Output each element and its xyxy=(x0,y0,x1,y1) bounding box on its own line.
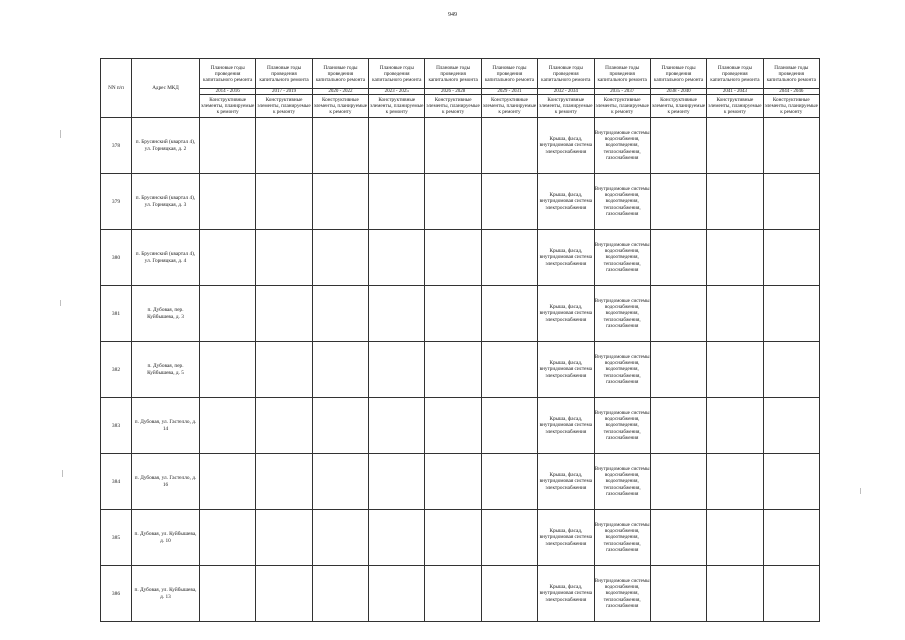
header-period-label: Плановые годы проведения капитального ремонта xyxy=(200,59,256,89)
works-2035-2037: Внутридомовые системы водоснабжения, водоотведения, теплоснабжения, газоснабжения xyxy=(594,230,650,286)
empty-cell xyxy=(312,342,368,398)
table-row xyxy=(101,230,820,286)
row-number: 381 xyxy=(101,286,132,342)
empty-cell xyxy=(369,342,425,398)
empty-cell xyxy=(650,510,706,566)
header-period-label: Плановые годы проведения капитального ремонта xyxy=(425,59,481,89)
works-2032-2034: Крыша, фасад, внутридомовая система электроснабжения xyxy=(538,230,594,286)
header-period-label: Плановые годы проведения капитального ремонта xyxy=(707,59,763,89)
empty-cell xyxy=(369,398,425,454)
header-period-label: Плановые годы проведения капитального ремонта xyxy=(763,59,819,89)
works-2035-2037: Внутридомовые системы водоснабжения, водоотведения, теплоснабжения, газоснабжения xyxy=(594,174,650,230)
empty-cell xyxy=(369,566,425,622)
header-years: 2029 - 2031 xyxy=(481,89,537,95)
empty-cell xyxy=(369,230,425,286)
header-elements-label: Конструктивные элементы, планируемые к ремонту xyxy=(538,95,594,118)
empty-cell xyxy=(425,510,481,566)
works-2032-2034: Крыша, фасад, внутридомовая система электроснабжения xyxy=(538,510,594,566)
empty-cell xyxy=(200,566,256,622)
header-period-label: Плановые годы проведения капитального ремонта xyxy=(481,59,537,89)
empty-cell xyxy=(425,398,481,454)
header-years: 2026 - 2028 xyxy=(425,89,481,95)
empty-cell xyxy=(369,286,425,342)
header-elements-label: Конструктивные элементы, планируемые к ремонту xyxy=(594,95,650,118)
row-address: п. Дубовая, ул. Гастелло, д. 14 xyxy=(132,398,200,454)
empty-cell xyxy=(763,286,819,342)
row-number: 380 xyxy=(101,230,132,286)
header-years: 2041 - 2043 xyxy=(707,89,763,95)
empty-cell xyxy=(256,398,312,454)
empty-cell xyxy=(707,342,763,398)
header-years: 2032 - 2034 xyxy=(538,89,594,95)
header-years: 2023 - 2025 xyxy=(369,89,425,95)
header-years: 2020 - 2022 xyxy=(312,89,368,95)
empty-cell xyxy=(200,230,256,286)
empty-cell xyxy=(369,454,425,510)
empty-cell xyxy=(256,286,312,342)
table-row xyxy=(101,454,820,510)
empty-cell xyxy=(312,398,368,454)
row-address: п. Брусянский (квартал 4), ул. Горняцкая, д. 3 xyxy=(132,174,200,230)
empty-cell xyxy=(200,118,256,174)
header-years: 2044 - 2046 xyxy=(763,89,819,95)
empty-cell xyxy=(650,342,706,398)
scan-mark xyxy=(60,300,61,306)
empty-cell xyxy=(707,566,763,622)
header-elements-label: Конструктивные элементы, планируемые к ремонту xyxy=(650,95,706,118)
header-elements-label: Конструктивные элементы, планируемые к ремонту xyxy=(425,95,481,118)
empty-cell xyxy=(312,286,368,342)
row-address: п. Дубовая, ул. Гастелло, д. 16 xyxy=(132,454,200,510)
works-2035-2037: Внутридомовые системы водоснабжения, водоотведения, теплоснабжения, газоснабжения xyxy=(594,342,650,398)
capital-repair-schedule-table xyxy=(100,58,820,622)
row-number: 385 xyxy=(101,510,132,566)
header-elements-label: Конструктивные элементы, планируемые к ремонту xyxy=(481,95,537,118)
row-number: 384 xyxy=(101,454,132,510)
works-2032-2034: Крыша, фасад, внутридомовая система электроснабжения xyxy=(538,286,594,342)
works-2032-2034: Крыша, фасад, внутридомовая система электроснабжения xyxy=(538,174,594,230)
empty-cell xyxy=(650,454,706,510)
empty-cell xyxy=(425,286,481,342)
row-address: п. Брусянский (квартал 4), ул. Горняцкая, д. 4 xyxy=(132,230,200,286)
header-address: Адрес МКД xyxy=(132,59,200,118)
header-period-label: Плановые годы проведения капитального ремонта xyxy=(369,59,425,89)
header-years: 2038 - 2040 xyxy=(650,89,706,95)
empty-cell xyxy=(312,118,368,174)
empty-cell xyxy=(481,342,537,398)
header-period-label: Плановые годы проведения капитального ремонта xyxy=(256,59,312,89)
table-row xyxy=(101,342,820,398)
empty-cell xyxy=(256,510,312,566)
works-2035-2037: Внутридомовые системы водоснабжения, водоотведения, теплоснабжения, газоснабжения xyxy=(594,398,650,454)
empty-cell xyxy=(312,230,368,286)
empty-cell xyxy=(763,454,819,510)
empty-cell xyxy=(200,174,256,230)
empty-cell xyxy=(200,286,256,342)
scan-mark xyxy=(860,488,861,494)
empty-cell xyxy=(200,342,256,398)
works-2035-2037: Внутридомовые системы водоснабжения, водоотведения, теплоснабжения, газоснабжения xyxy=(594,286,650,342)
empty-cell xyxy=(481,230,537,286)
row-address: п. Дубовая, пер. Куйбышева, д. 5 xyxy=(132,342,200,398)
scan-mark xyxy=(60,130,61,138)
works-2032-2034: Крыша, фасад, внутридомовая система электроснабжения xyxy=(538,398,594,454)
empty-cell xyxy=(425,230,481,286)
empty-cell xyxy=(763,342,819,398)
empty-cell xyxy=(200,510,256,566)
table-body xyxy=(101,118,820,622)
empty-cell xyxy=(650,566,706,622)
header-period-label: Плановые годы проведения капитального ремонта xyxy=(538,59,594,89)
empty-cell xyxy=(481,174,537,230)
empty-cell xyxy=(256,174,312,230)
header-elements-label: Конструктивные элементы, планируемые к ремонту xyxy=(256,95,312,118)
row-number: 378 xyxy=(101,118,132,174)
empty-cell xyxy=(650,230,706,286)
row-address: п. Дубовая, пер. Куйбышева, д. 3 xyxy=(132,286,200,342)
empty-cell xyxy=(256,118,312,174)
table-row xyxy=(101,398,820,454)
row-address: п. Дубовая, ул. Куйбышева, д. 13 xyxy=(132,566,200,622)
empty-cell xyxy=(425,174,481,230)
row-number: 383 xyxy=(101,398,132,454)
empty-cell xyxy=(256,342,312,398)
empty-cell xyxy=(763,398,819,454)
header-elements-label: Конструктивные элементы, планируемые к ремонту xyxy=(369,95,425,118)
works-2032-2034: Крыша, фасад, внутридомовая система электроснабжения xyxy=(538,454,594,510)
row-number: 382 xyxy=(101,342,132,398)
empty-cell xyxy=(312,174,368,230)
works-2035-2037: Внутридомовые системы водоснабжения, водоотведения, теплоснабжения, газоснабжения xyxy=(594,510,650,566)
empty-cell xyxy=(763,118,819,174)
works-2032-2034: Крыша, фасад, внутридомовая система электроснабжения xyxy=(538,566,594,622)
header-elements-label: Конструктивные элементы, планируемые к ремонту xyxy=(707,95,763,118)
header-years: 2014 - 2016 xyxy=(200,89,256,95)
empty-cell xyxy=(425,454,481,510)
header-period-label: Плановые годы проведения капитального ремонта xyxy=(650,59,706,89)
empty-cell xyxy=(707,454,763,510)
empty-cell xyxy=(763,510,819,566)
table-row xyxy=(101,510,820,566)
works-2035-2037: Внутридомовые системы водоснабжения, водоотведения, теплоснабжения, газоснабжения xyxy=(594,454,650,510)
works-2035-2037: Внутридомовые системы водоснабжения, водоотведения, теплоснабжения, газоснабжения xyxy=(594,566,650,622)
empty-cell xyxy=(763,174,819,230)
empty-cell xyxy=(763,230,819,286)
row-address: п. Дубовая, ул. Куйбышева, д. 10 xyxy=(132,510,200,566)
empty-cell xyxy=(256,454,312,510)
empty-cell xyxy=(707,510,763,566)
header-num: NN п/п xyxy=(101,59,132,118)
header-period-label: Плановые годы проведения капитального ремонта xyxy=(312,59,368,89)
table-row xyxy=(101,174,820,230)
empty-cell xyxy=(707,230,763,286)
empty-cell xyxy=(200,398,256,454)
empty-cell xyxy=(707,174,763,230)
empty-cell xyxy=(425,566,481,622)
empty-cell xyxy=(650,398,706,454)
page-number: 949 xyxy=(448,12,457,18)
works-2032-2034: Крыша, фасад, внутридомовая система электроснабжения xyxy=(538,342,594,398)
empty-cell xyxy=(650,174,706,230)
empty-cell xyxy=(763,566,819,622)
empty-cell xyxy=(256,566,312,622)
empty-cell xyxy=(369,510,425,566)
header-elements-label: Конструктивные элементы, планируемые к ремонту xyxy=(312,95,368,118)
empty-cell xyxy=(707,398,763,454)
table-row xyxy=(101,566,820,622)
scan-mark xyxy=(62,470,63,477)
header-period-label: Плановые годы проведения капитального ремонта xyxy=(594,59,650,89)
empty-cell xyxy=(707,286,763,342)
empty-cell xyxy=(425,342,481,398)
empty-cell xyxy=(425,118,481,174)
header-years: 2017 - 2019 xyxy=(256,89,312,95)
empty-cell xyxy=(650,286,706,342)
empty-cell xyxy=(312,454,368,510)
table-row xyxy=(101,286,820,342)
row-number: 386 xyxy=(101,566,132,622)
empty-cell xyxy=(707,118,763,174)
empty-cell xyxy=(481,286,537,342)
empty-cell xyxy=(481,398,537,454)
empty-cell xyxy=(312,510,368,566)
empty-cell xyxy=(312,566,368,622)
header-elements-label: Конструктивные элементы, планируемые к ремонту xyxy=(200,95,256,118)
empty-cell xyxy=(481,454,537,510)
works-2032-2034: Крыша, фасад, внутридомовая система электроснабжения xyxy=(538,118,594,174)
empty-cell xyxy=(369,174,425,230)
works-2035-2037: Внутридомовые системы водоснабжения, водоотведения, теплоснабжения, газоснабжения xyxy=(594,118,650,174)
empty-cell xyxy=(650,118,706,174)
header-years: 2035 - 2037 xyxy=(594,89,650,95)
table-row xyxy=(101,118,820,174)
empty-cell xyxy=(256,230,312,286)
empty-cell xyxy=(481,510,537,566)
header-elements-label: Конструктивные элементы, планируемые к ремонту xyxy=(763,95,819,118)
empty-cell xyxy=(481,566,537,622)
empty-cell xyxy=(369,118,425,174)
row-address: п. Брусянский (квартал 4), ул. Горняцкая, д. 2 xyxy=(132,118,200,174)
row-number: 379 xyxy=(101,174,132,230)
empty-cell xyxy=(200,454,256,510)
empty-cell xyxy=(481,118,537,174)
